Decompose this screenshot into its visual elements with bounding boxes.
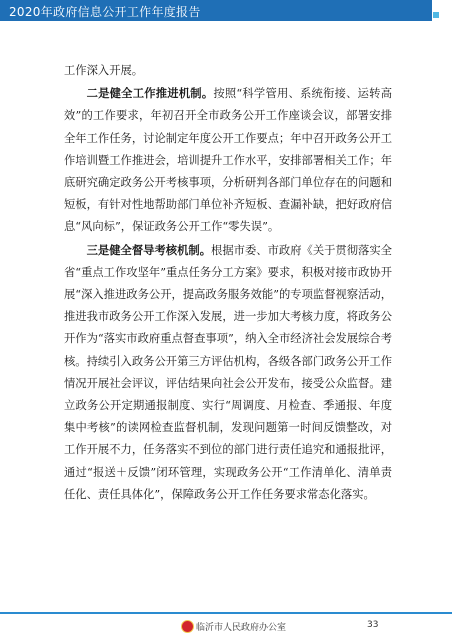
report-title: 2020年政府信息公开工作年度报告 (9, 5, 201, 19)
paragraph-heading: 三是健全督导考核机制。 (86, 242, 212, 257)
emblem-icon (181, 620, 194, 633)
header-bar (0, 0, 432, 21)
paragraph-text: 按照“科学管用、系统衔接、运转高效”的工作要求，年初召开全市政务公开工作座谈会议，部署安排全年工作任务，讨论制定年度公开工作要点；年中召开政务公开工作培训暨工作推进会，培训提升工作水平，安排部署相关工作；年底研究确定政务公开考核事项，分析研判各部门单位存在的问题和短板，有针对性地帮助部门单位补齐短板、查漏补缺，把好政府信息“风向标”，保证政务公开工作“零失误”。 (64, 87, 392, 234)
paragraph-supervision-mechanism (64, 239, 392, 506)
paragraph-work-mechanism (64, 82, 392, 238)
header-decor-square-accent (433, 12, 439, 18)
paragraph-text: 根据市委、市政府《关于贯彻落实全省“重点工作攻坚年”重点任务分工方案》要求，积极对接市政协开展“深入推进政务公开，提高政务服务效能”的专项监督视察活动，推进我市政务公开工作深入发展，进一步加大考核力度，将政务公开作为“落实市政府重点督查事项”，纳入全市经济社会发展综合考核。持续引入政务公开第三方评估机构，各级各部门政务公开工作情况开展社会评议，评估结果向社会公开发布，接受公众监督。建立政务公开定期通报制度、实行“周调度、月检查、季通报、年度集中考核”的读网检查监督机制，发现问题第一时间反馈整改，对工作开展不力，任务落实不到位的部门进行责任追究和通报批评，通过“报送＋反馈”闭环管理，实现政务公开“工作清单化、清单责任化、责任具体化”，保障政务公开工作任务要求常态化落实。 (64, 243, 392, 501)
footer-divider (0, 612, 452, 614)
page-number: 33 (367, 620, 379, 630)
document-body (64, 60, 392, 506)
paragraph-heading: 二是健全工作推进机制。 (86, 86, 214, 101)
header-decor-square (425, 12, 432, 19)
paragraph-continuation: 工作深入开展。 (64, 64, 144, 77)
footer-organization: 临沂市人民政府办公室 (196, 623, 287, 633)
